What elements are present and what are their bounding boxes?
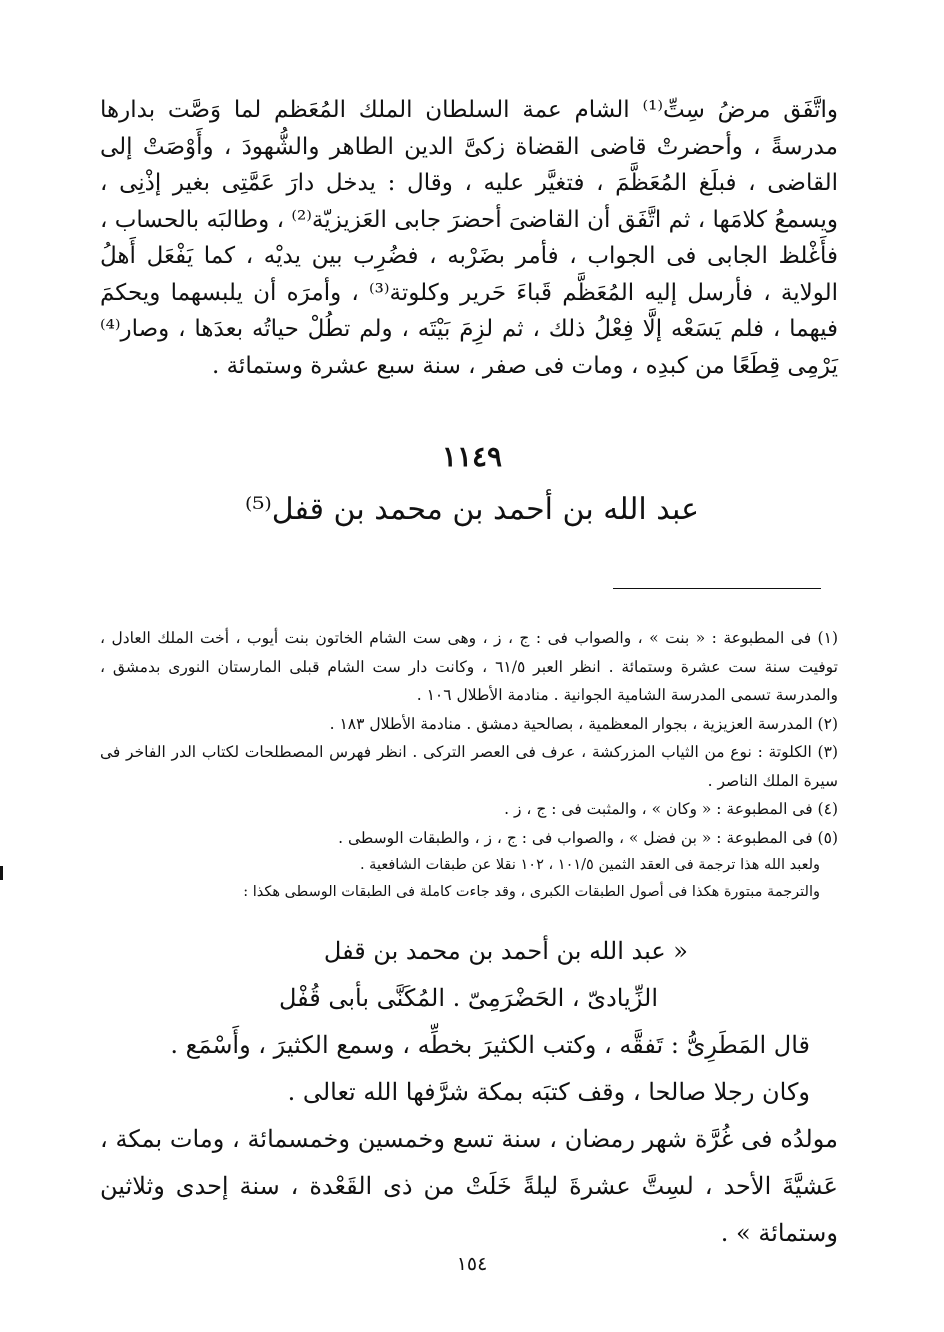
entry-number: ١١٤٩: [441, 440, 503, 473]
footnote-1: (١) فى المطبوعة : « بنت » ، والصواب فى : ج ، ز ، وهى ست الشام الخاتون بنت أيوب ، أخت الملك العادل ، توفيت سنة ست عشرة وستمائة . انظر العبر ٦١/٥ ، وكانت دار ست الشام قبلى المارستان النورى بدمشق ، والمدرسة تسمى المدرسة الشامية الجوانية . منادمة الأطلال ١٠٦ .: [100, 629, 838, 704]
quote-line-1: « عبد الله بن أحمد بن محمد بن قفل: [323, 937, 688, 965]
footnote-extra-2: والترجمة مبتورة هكذا فى أصول الطبقات الكبرى ، وقد جاءت كاملة فى الطبقات الوسطى هكذا :: [243, 884, 820, 900]
entry-heading: عبد الله بن أحمد بن محمد بن قفل⁽⁵⁾: [244, 492, 699, 527]
quote-line-3: قال المَطَرِىُّ : تَفقَّه ، وكتب الكثيرَ بخطِّه ، وسمع الكثيرَ ، وأَسْمَع .: [170, 1031, 810, 1059]
footnote-3: (٣) الكلوتة : نوع من الثياب المزركشة ، عرف فى العصر التركى . انظر فهرس المصطلحات لكتاب الدر الفاخر فى سيرة الملك الناصر .: [100, 743, 838, 790]
quote-line-2: الزِّيادىّ ، الحَضْرَمِىّ . المُكَنَّى بأبى قُفْل: [278, 984, 658, 1012]
quote-line-5: مولدُه فى غُرَّة شهر رمضان ، سنة تسع وخمسين وخمسمائة ، ومات بمكة ، عَشيَّةَ الأحد ، لسِتَّ عشرةَ ليلةً خَلَتْ من ذى القَعْدة ، سنة إحدى وثلاثين وستمائة » .: [100, 1125, 838, 1247]
main-text-block: [100, 92, 838, 384]
page-number: ١٥٤: [456, 1253, 488, 1275]
footnote-separator: [613, 588, 821, 589]
scan-edge-mark: [0, 866, 3, 880]
footnote-extra-1: ولعبد الله هذا ترجمة فى العقد الثمين ١٠١/٥ ، ١٠٢ نقلا عن طبقات الشافعية .: [359, 857, 820, 873]
footnote-4: (٤) فى المطبوعة : « وكان » ، والمثبت فى : ج ، ز .: [504, 800, 838, 818]
footnote-5: (٥) فى المطبوعة : « بن فضل » ، والصواب فى : ج ، ز ، والطبقات الوسطى .: [338, 828, 838, 847]
quoted-biography: [100, 928, 838, 1257]
footnote-2: (٢) المدرسة العزيزية ، بجوار المعظمية ، بصالحية دمشق . منادمة الأطلال ١٨٣ .: [329, 714, 838, 733]
main-paragraph: واتَّفَق مرضُ سِتِّ⁽¹⁾ الشام عمة السلطان الملك المُعَظم لما وَصَّت بدارها مدرسةً ، وأحضرتْ قاضى القضاة زكىَّ الدين الطاهر والشُّهودَ ، وأَوْصَتْ إلى القاضى ، فبلَغ المُعَظَّمَ ، فتغيَّر عليه ، وقال : يدخل دارَ عَمَّتِى بغير إذْنِى ، ويسمعُ كلامَها ، ثم اتَّفَق أن القاضىَ أحضرَ جابى العَزيزيّة⁽²⁾ ، وطالبَه بالحساب ، فأَغْلظ الجابى فى الجواب ، فأمر بضَرْبه ، فضُرِب بين يديْه ، كما يَفْعَل أَهلُ الولاية ، فأرسل إليه المُعَظَّم قَباءَ حَرير وكلوتة⁽³⁾ ، وأمرَه أن يلبسهما ويحكمَ فيهما ، فلم يَسَعْه إلَّا فِعْلُ ذلك ، ثم لزِمَ بَيْتَه ، ولم تطُلْ حياتُه بعدَها ، وصار⁽⁴⁾ يَرْمِى قِطَعًا من كبدِه ، ومات فى صفر ، سنة سبع عشرة وستمائة .: [100, 97, 838, 379]
quote-line-4: وكان رجلا صالحا ، وقف كتبَه بمكة شرَّفها الله تعالى .: [287, 1078, 810, 1106]
footnotes-block: [100, 624, 838, 906]
